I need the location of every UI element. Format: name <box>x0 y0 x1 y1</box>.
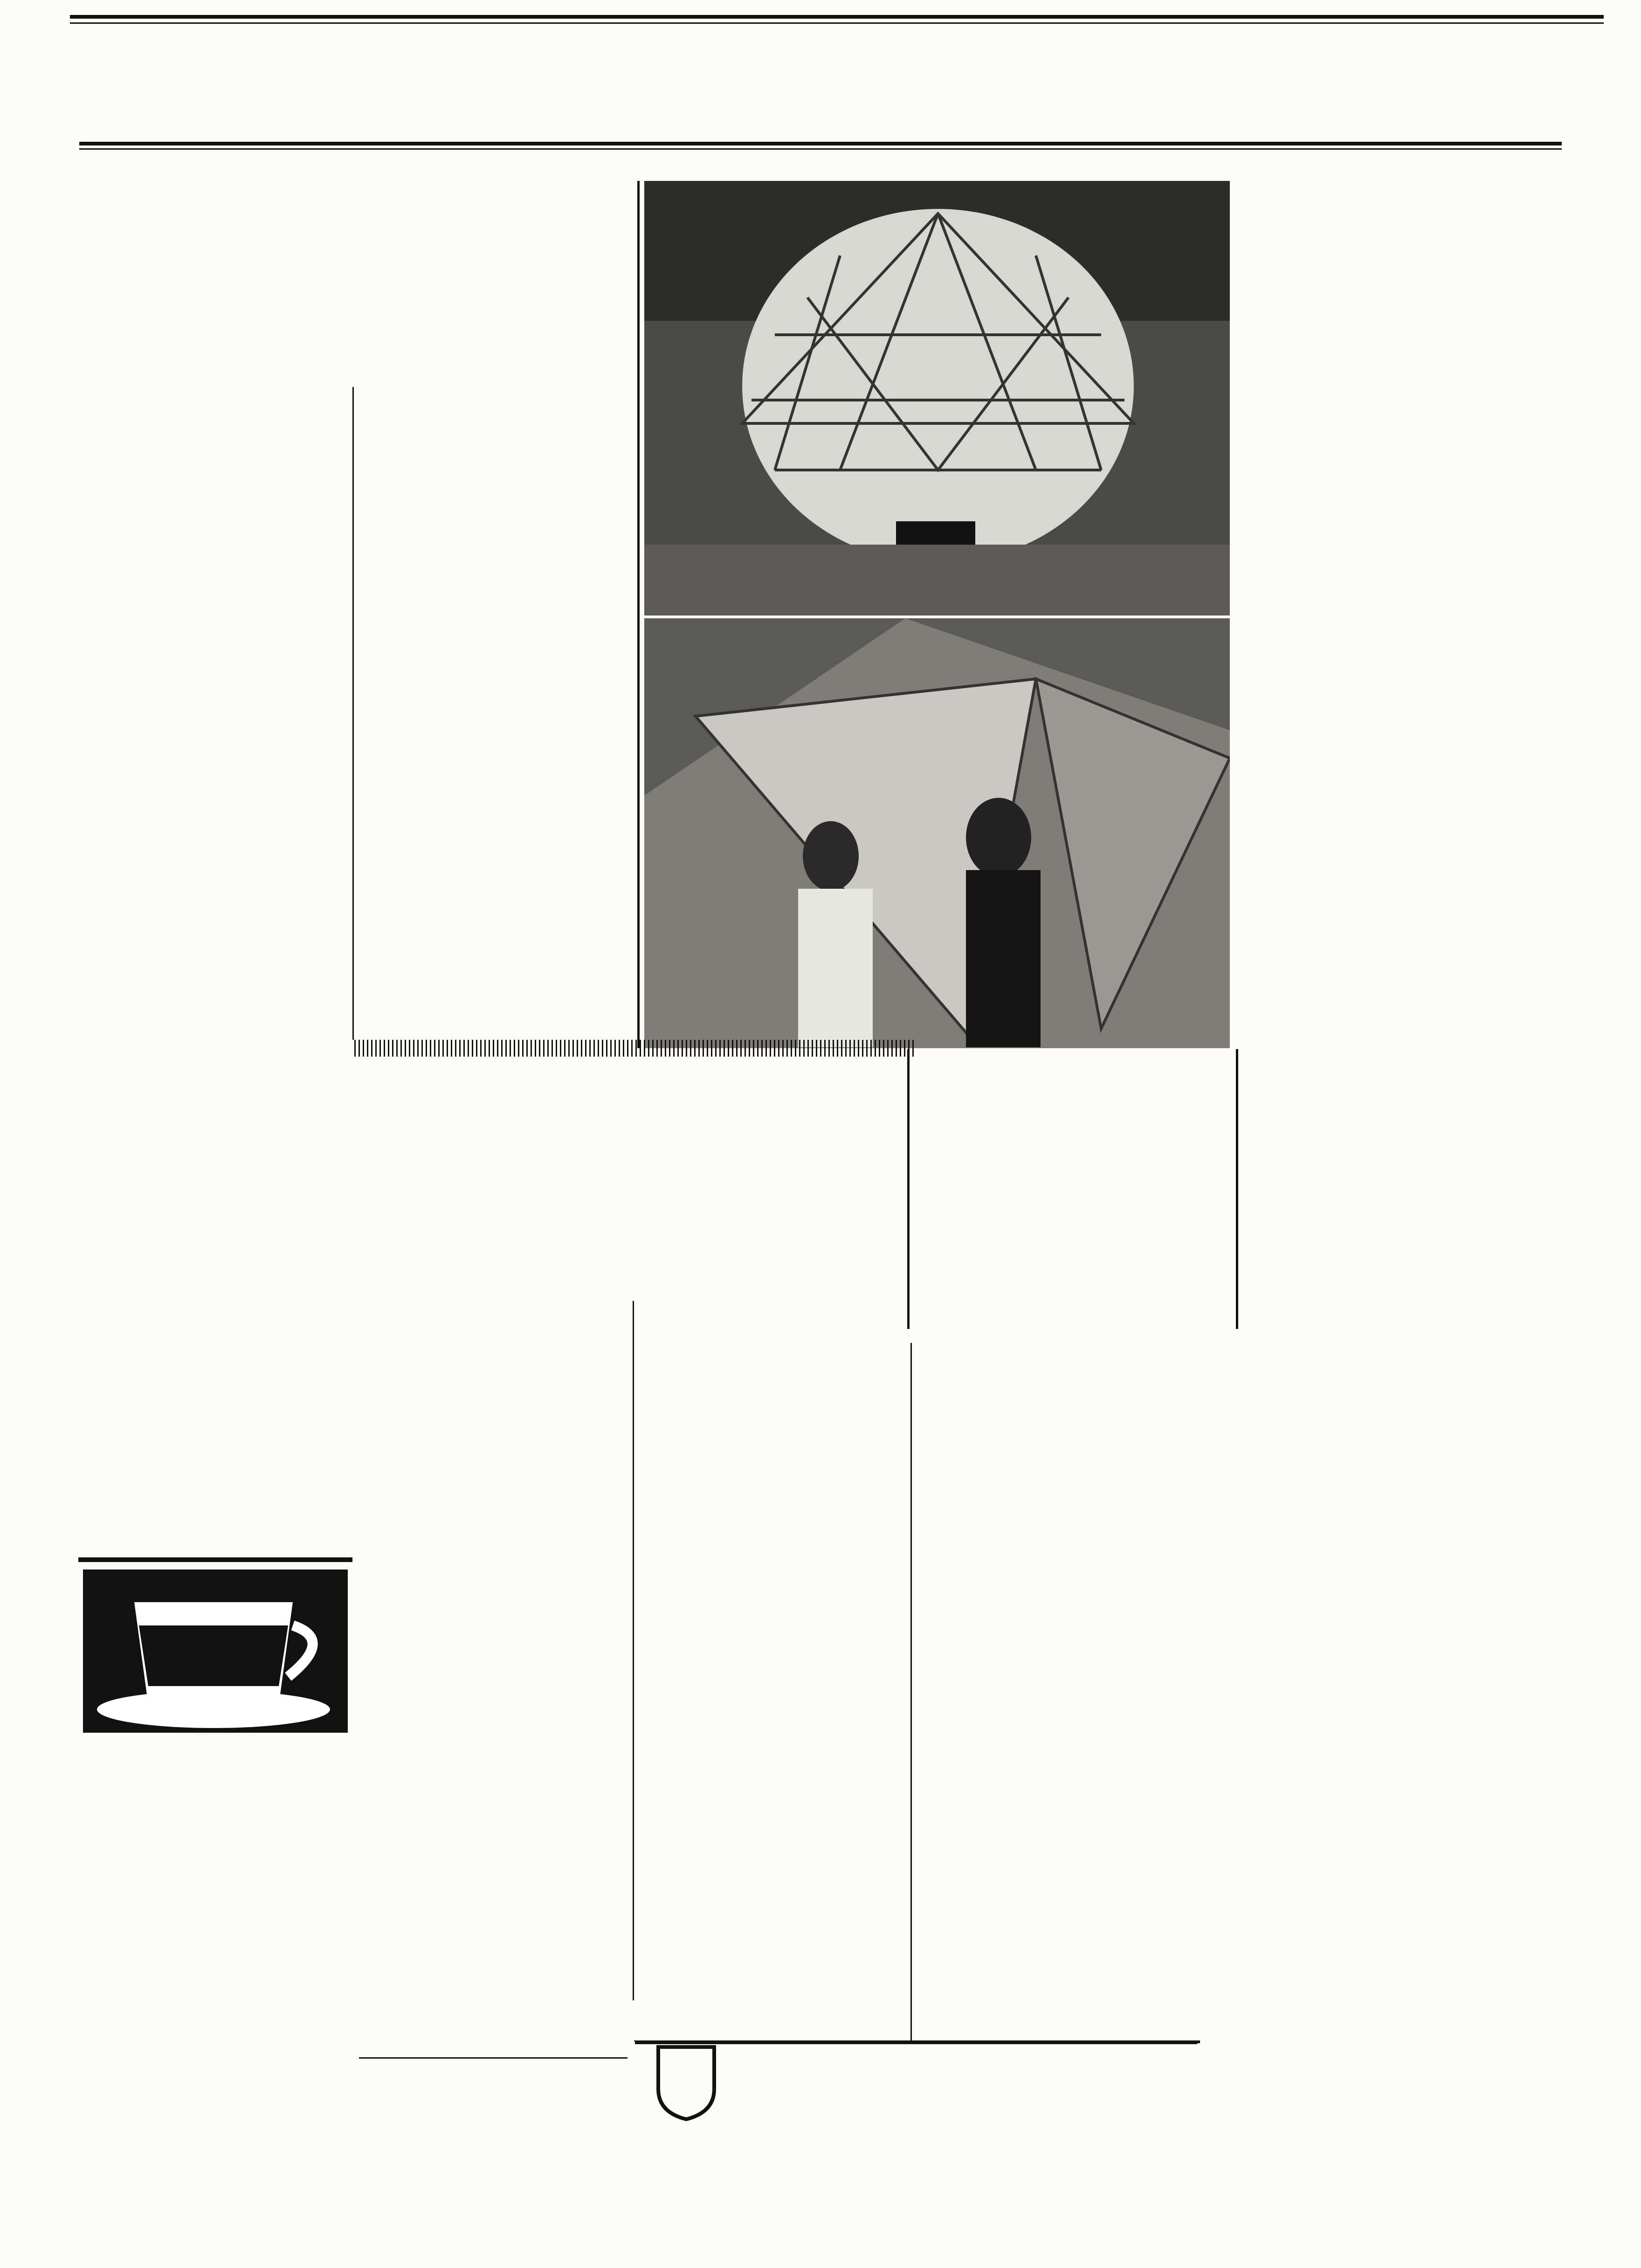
photo-caption <box>916 1051 1227 1326</box>
masthead-rule-thin <box>79 148 1562 150</box>
lead-byline <box>326 350 333 379</box>
wheat-column-rule <box>910 1343 912 2042</box>
dome-photo-top <box>644 181 1230 615</box>
cod-column-1 <box>359 1299 627 2057</box>
ete-shield-icon <box>654 2042 719 2122</box>
cafe-ad <box>78 1557 352 2108</box>
cafe-ad-top-rule <box>78 1557 352 1562</box>
cod-column-2 <box>638 1301 906 2028</box>
setubal-notice <box>359 2062 627 2118</box>
lead-column-2 <box>359 385 634 1019</box>
cod-column-rule <box>633 1301 634 2000</box>
dome-photo-bottom-image <box>644 618 1230 1048</box>
escola-ad <box>635 2042 1200 2124</box>
top-rule <box>70 15 1604 19</box>
cod-hatch-rule <box>354 1040 914 1057</box>
lead-column-1 <box>79 385 345 1541</box>
wheat-signature-line <box>934 1932 939 1949</box>
lead-column-rule <box>352 387 354 1040</box>
wheat-body <box>918 1418 1227 1929</box>
dome-photo-bottom <box>644 618 1230 1048</box>
masthead-rule <box>79 142 1562 145</box>
top-rule-thin <box>70 22 1604 24</box>
cafe-sign <box>83 1570 348 1733</box>
photo-column-rule <box>637 181 640 1048</box>
dome-photo-top-image <box>644 181 1230 615</box>
coffee-cup-icon <box>83 1570 348 1733</box>
setubal-rule <box>359 2057 627 2059</box>
